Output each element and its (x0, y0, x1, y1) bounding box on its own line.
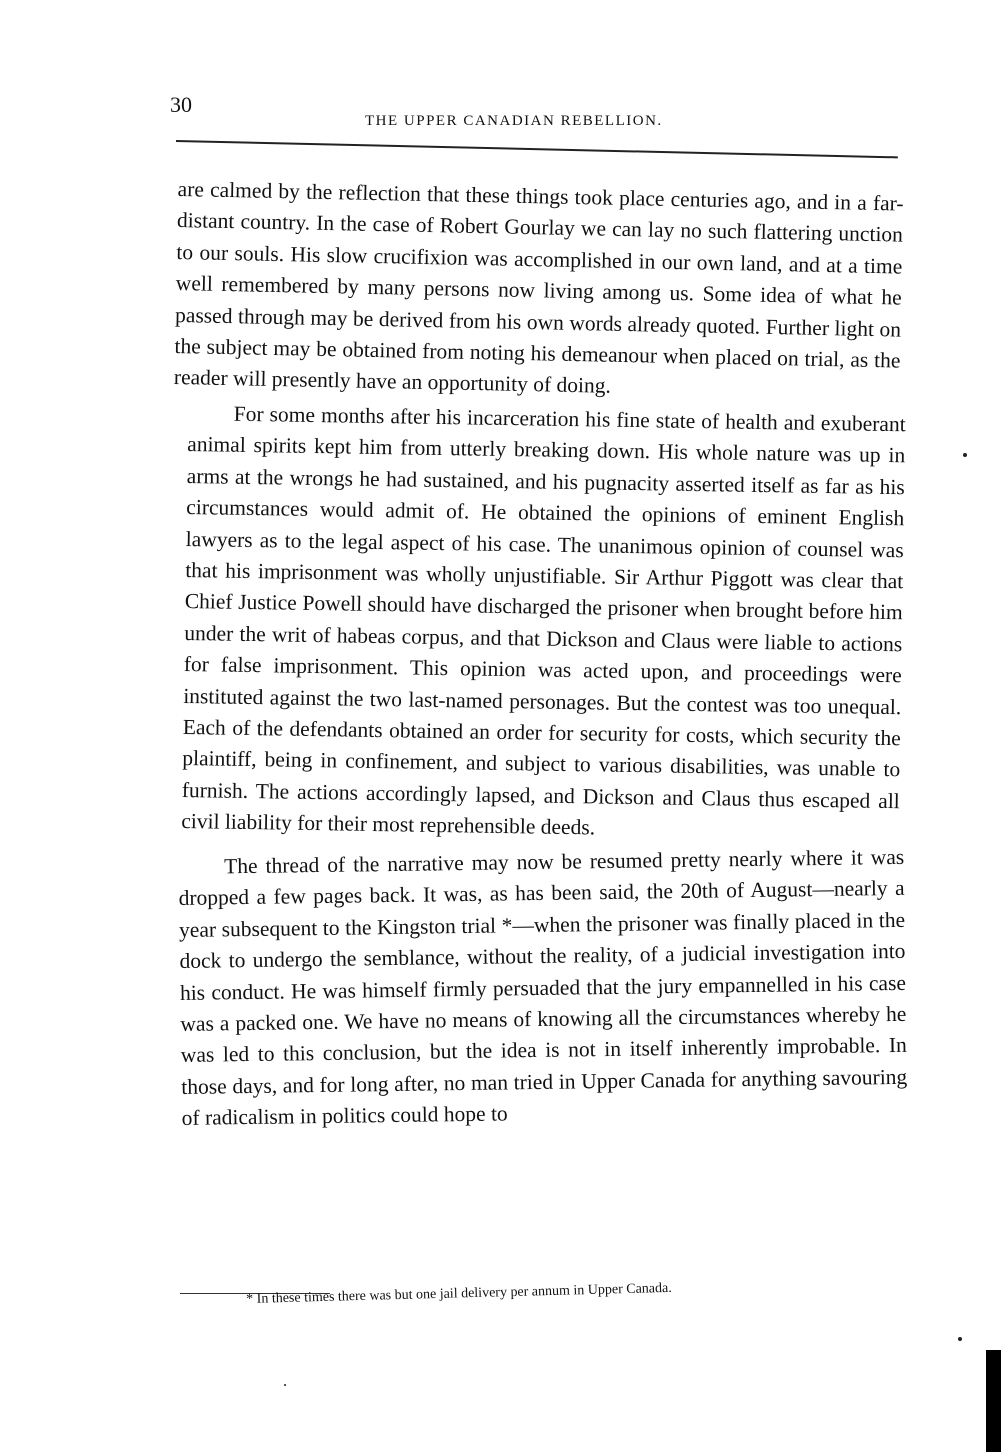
speck-mark (958, 1337, 962, 1341)
header-rule (176, 140, 898, 158)
scan-edge-mark (986, 1350, 1001, 1452)
page-number: 30 (170, 92, 192, 117)
paragraph-1: are calmed by the reflection that these things took place centuries ago, and in a far-distant country. In the case of Robert Gourlay we can lay no such flattering unction to our souls. His slow crucifixion was accomplished in our own land, and at a time well remembered by many persons now living among us. Some idea of what he passed through may be derived from his own words already quoted. Further light on the subject may be obtained from noting his demeanour when placed on trial, as the reader will presently have an opportunity of doing. (173, 176, 904, 399)
speck-mark (963, 453, 967, 457)
paragraph-3: The thread of the narrative may now be resumed pretty nearly where it was dropped a few pages back. It was, as has been said, the 20th of August—nearly a year subsequent to the Kingston trial *—when the prisoner was finally placed in the dock to undergo the semblance, without the reality, of a judicial investigation into his conduct. He was himself firmly persuaded that the jury empannelled in his case was a packed one. We have no means of knowing all the circumstances whereby he was led to this conclusion, but the idea is not in itself inherently improbable. In those days, and for long after, no man tried in Upper Canada for anything savouring of radicalism in politics could hope to (178, 844, 908, 1130)
speck-mark (284, 1384, 286, 1386)
footnote: * In these times there was but one jail delivery per annum in Upper Canada. (246, 1280, 672, 1307)
running-head: THE UPPER CANADIAN REBELLION. (365, 113, 663, 129)
body-text (173, 174, 908, 1134)
paragraph-2: For some months after his incarceration his fine state of health and exuberant animal spirits kept him from utterly breaking down. His whole nature was up in arms at the wrongs he had sustained, and his pugnacity asserted itself as far as his circumstances would admit of. He obtained the opinions of eminent English lawyers as to the legal aspect of his case. The unanimous opinion of counsel was that his imprisonment was wholly unjustifiable. Sir Arthur Piggott was clear that Chief Justice Powell should have discharged the prisoner when brought before him under the writ of habeas corpus, and that Dickson and Claus were liable to actions for false imprisonment. This opinion was acted upon, and proceedings were instituted against the two last-named personages. But the contest was too unequal. Each of the defendants obtained an order for security for costs, which security the plaintiff, being in confinement, and subject to various disabilities, was unable to furnish. The actions accordingly lapsed, and Dickson and Claus thus escaped all civil liability for their most reprehensible deeds. (181, 401, 906, 840)
